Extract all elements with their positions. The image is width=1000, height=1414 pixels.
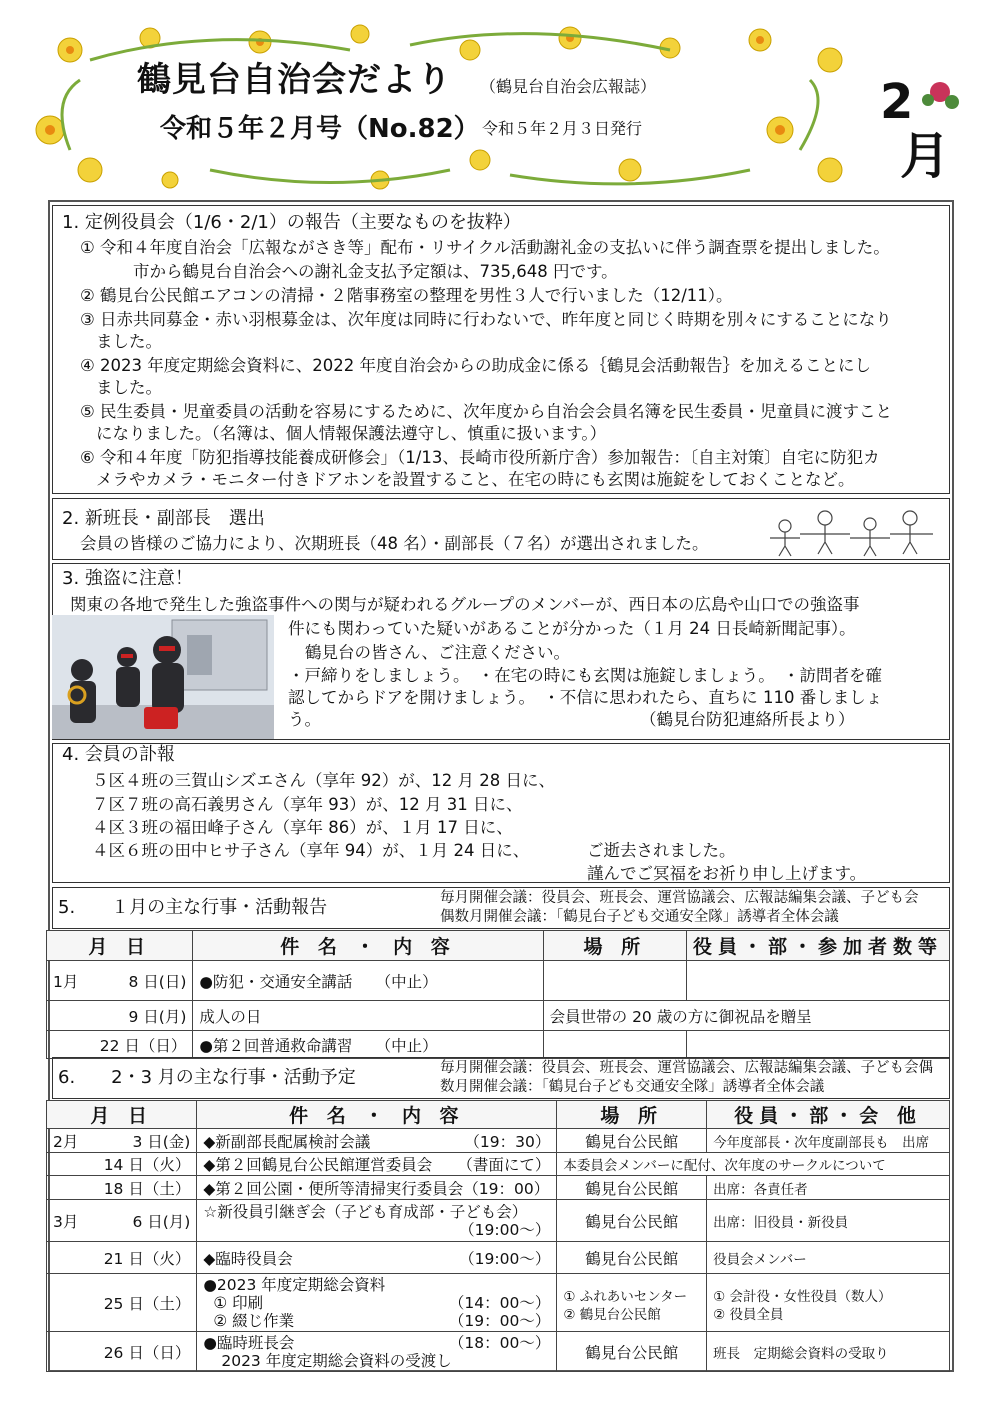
- newsletter-title: 鶴見台自治会だより: [137, 60, 452, 100]
- section-3-title: 3. 強盗に注意！: [62, 568, 193, 589]
- row-content: ☆新役員引継ぎ会（子ども育成部・子ども会）: [203, 1202, 528, 1221]
- row-day: 18 日（土）: [47, 1176, 197, 1200]
- monthly-meetings-note: 毎月開催会議：役員会、班長会、運営協議会、広報誌編集会議、子ども会: [440, 890, 919, 906]
- issue-date: 令和５年２月３日発行: [482, 119, 643, 138]
- row-place: 会員世帯の 20 歳の方に御祝品を贈呈: [543, 1001, 949, 1031]
- row-content: ●2023 年度定期総会資料: [203, 1275, 386, 1294]
- row-subtask: ② 綴じ作業: [213, 1311, 295, 1330]
- row-place: [543, 961, 686, 1001]
- s4-line: 謹んでご冥福をお祈り申し上げます。: [587, 864, 867, 883]
- row-day: 3 日(金): [132, 1132, 191, 1151]
- row-note: ① 会計役・女性役員（数人）: [713, 1289, 892, 1305]
- row-time: （19:00～）: [459, 1220, 551, 1239]
- s4-line: ７区７班の高石義男さん（享年 93）が、12 月 31 日に、: [92, 795, 523, 814]
- row-day: 8 日(日): [128, 972, 187, 991]
- row-time: （19：30）: [464, 1132, 551, 1151]
- s3-line: 認してからドアを開けましょう。 ・不信に思われたら、直ちに 110 番しましょ: [288, 688, 883, 707]
- s4-line: ５区４班の三賀山シズエさん（享年 92）が、12 月 28 日に、: [92, 771, 555, 790]
- section-2-text: 会員の皆様のご協力により、次期班長（48 名）・副部長（７名）が選出されました。: [80, 534, 709, 553]
- month-kanji: 月: [900, 127, 950, 185]
- newsletter-subtitle: （鶴見台自治会広報誌）: [480, 77, 657, 96]
- feb-march-events-table: [46, 1100, 950, 1372]
- s3-attribution: （鶴見台防犯連絡所長より）: [640, 710, 855, 729]
- row-note: 出席：各責任者: [707, 1176, 950, 1200]
- s1-line: ④ 2023 年度定期総会資料に、2022 年度自治会からの助成金に係る｛鶴見会活動報告｝を加えることにし: [80, 356, 872, 375]
- row-place: [543, 1031, 686, 1059]
- row-content: 成人の日: [193, 1001, 543, 1031]
- col-header-date: 月 日: [47, 931, 193, 961]
- row-time: （書面にて）: [457, 1156, 551, 1174]
- s3-line: う。: [288, 710, 321, 729]
- row-time: （19:00～）: [459, 1249, 551, 1268]
- col-header-participants: 役員・部・会 他: [707, 1101, 950, 1129]
- row-day: 26 日（日）: [47, 1332, 197, 1372]
- table-row: [47, 1332, 950, 1372]
- table-row: [47, 1242, 950, 1274]
- table-row: [47, 1129, 950, 1153]
- col-header-content: 件 名 ・ 内 容: [197, 1101, 557, 1129]
- row-note: [686, 1031, 949, 1059]
- table-row: [47, 1200, 950, 1242]
- row-content: ◆第２回公園・便所等清掃実行委員会（19：00）: [197, 1176, 557, 1200]
- col-header-participants: 役員・部・参加者数等: [686, 931, 949, 961]
- row-note: 班長 定期総会資料の受取り: [707, 1332, 950, 1372]
- row-place: 鶴見台公民館: [557, 1332, 707, 1372]
- s4-line: ご逝去されました。: [587, 841, 736, 860]
- row-day: 22 日（日）: [47, 1031, 193, 1059]
- s1-line: メラやカメラ・モニター付きドアホンを設置すること、在宅の時にも玄関は施錠をしておくことなど。: [96, 470, 855, 489]
- row-time: （19：00～）: [448, 1311, 551, 1330]
- col-header-place: 場 所: [543, 931, 686, 961]
- row-day: 9 日(月): [47, 1001, 193, 1031]
- section-6-title: 6. 2・3 月の主な行事・活動予定: [58, 1067, 356, 1088]
- table-row: [47, 1153, 950, 1176]
- row-place: ① ふれあいセンター: [563, 1289, 688, 1305]
- row-month: 1月: [53, 972, 79, 991]
- row-place: 鶴見台公民館: [557, 1176, 707, 1200]
- s1-line: ⑥ 令和４年度「防犯指導技能養成研修会」（1/13、長崎市役所新庁舎）参加報告：〔自主対策〕自宅に防犯カ: [80, 448, 880, 467]
- row-place: 鶴見台公民館: [557, 1242, 707, 1274]
- row-month: 3月: [53, 1212, 79, 1231]
- section-1-title: 1. 定例役員会（1/6・2/1）の報告（主要なものを抜粋）: [62, 212, 521, 233]
- row-day: 6 日(月): [132, 1212, 191, 1231]
- s3-line: 鶴見台の皆さん、ご注意ください。: [305, 643, 570, 662]
- s1-line: ③ 日赤共同募金・赤い羽根募金は、次年度は同時に行わないで、昨年度と同じく時期を別々にすることになり: [80, 310, 892, 329]
- col-header-date: 月 日: [47, 1101, 197, 1129]
- s3-line: 関東の各地で発生した強盗事件への関与が疑われるグループのメンバーが、西日本の広島や山口での強盗事: [70, 595, 860, 614]
- section-2-title: 2. 新班長・副部長 選出: [62, 508, 265, 529]
- col-header-content: 件 名 ・ 内 容: [193, 931, 543, 961]
- bimonthly-meetings-note: 数月開催会議：「鶴見台子ども交通安全隊」誘導者全体会議: [440, 1079, 825, 1095]
- s3-line: ・戸締りをしましょう。 ・在宅の時にも玄関は施錠しましょう。 ・訪問者を確: [288, 666, 882, 685]
- month-number: 2: [880, 74, 914, 130]
- row-day: 14 日（火）: [47, 1153, 197, 1176]
- row-subtask: 2023 年度定期総会資料の受渡し: [221, 1351, 452, 1370]
- january-events-table: [46, 930, 950, 1059]
- burglar-illustration: [52, 615, 274, 739]
- s3-line: 件にも関わっていた疑いがあることが分かった（１月 24 日長崎新聞記事）。: [288, 619, 856, 638]
- row-place: 本委員会メンバーに配付、次年度のサークルについて: [557, 1153, 950, 1176]
- table-row: [47, 1001, 950, 1031]
- row-time: （14：00～）: [448, 1293, 551, 1312]
- s4-line: ４区６班の田中ヒサ子さん（享年 94）が、１月 24 日に、: [92, 841, 530, 860]
- table-row: [47, 1031, 950, 1059]
- s1-line: ② 鶴見台公民館エアコンの清掃・２階事務室の整理を男性３人で行いました（12/11）。: [80, 286, 733, 305]
- section-4-title: 4. 会員の訃報: [62, 744, 175, 765]
- s1-line: ました。: [96, 332, 162, 351]
- s1-line: ⑤ 民生委員・児童委員の活動を容易にするために、次年度から自治会会員名簿を民生委員・児童員に渡すこと: [80, 402, 893, 421]
- row-note: [686, 961, 949, 1001]
- row-content: ◆新副部長配属検討会議: [203, 1132, 371, 1151]
- row-content: ◆臨時役員会: [203, 1249, 293, 1268]
- people-holding-hands-illustration: [755, 508, 940, 558]
- monthly-meetings-note: 毎月開催会議：役員会、班長会、運営協議会、広報誌編集会議、子ども会偶: [440, 1060, 933, 1076]
- s1-line: になりました。（名簿は、個人情報保護法遵守し、慎重に扱います。）: [96, 424, 607, 443]
- row-content: ●臨時班長会: [203, 1333, 295, 1352]
- row-note: 出席：旧役員・新役員: [707, 1200, 950, 1242]
- row-month: 2月: [53, 1132, 79, 1151]
- s1-line: ① 令和４年度自治会「広報ながさき等」配布・リサイクル活動謝礼金の支払いに伴う調査票を提出しました。: [80, 238, 890, 257]
- row-note: 役員会メンバー: [707, 1242, 950, 1274]
- table-row: [47, 1176, 950, 1200]
- table-row: [47, 1274, 950, 1332]
- row-place: 鶴見台公民館: [557, 1129, 707, 1153]
- row-time: （18：00～）: [448, 1333, 551, 1352]
- row-place: ② 鶴見台公民館: [563, 1307, 661, 1323]
- row-content: ◆第２回鶴見台公民館運営委員会: [203, 1156, 433, 1174]
- row-place: 鶴見台公民館: [557, 1200, 707, 1242]
- s1-line: 市から鶴見台自治会への謝礼金支払予定額は、735,648 円です。: [133, 262, 618, 281]
- s4-line: ４区３班の福田峰子さん（享年 86）が、１月 17 日に、: [92, 818, 513, 837]
- s1-line: ました。: [96, 378, 162, 397]
- table-row: [47, 961, 950, 1001]
- section-5-title: 5. １月の主な行事・活動報告: [58, 897, 328, 918]
- issue-number: 令和５年２月号（No.82）: [160, 114, 480, 144]
- row-day: 25 日（土）: [47, 1274, 197, 1332]
- col-header-place: 場 所: [557, 1101, 707, 1129]
- row-content: ●第２回普通救命講習 （中止）: [193, 1031, 543, 1059]
- row-note: 今年度部長・次年度副部長も 出席: [707, 1129, 950, 1153]
- row-content: ●防犯・交通安全講話 （中止）: [193, 961, 543, 1001]
- row-subtask: ① 印刷: [213, 1293, 264, 1312]
- bimonthly-meetings-note: 偶数月開催会議：「鶴見台子ども交通安全隊」誘導者全体会議: [440, 909, 839, 925]
- row-day: 21 日（火）: [47, 1242, 197, 1274]
- row-note: ② 役員全員: [713, 1307, 784, 1323]
